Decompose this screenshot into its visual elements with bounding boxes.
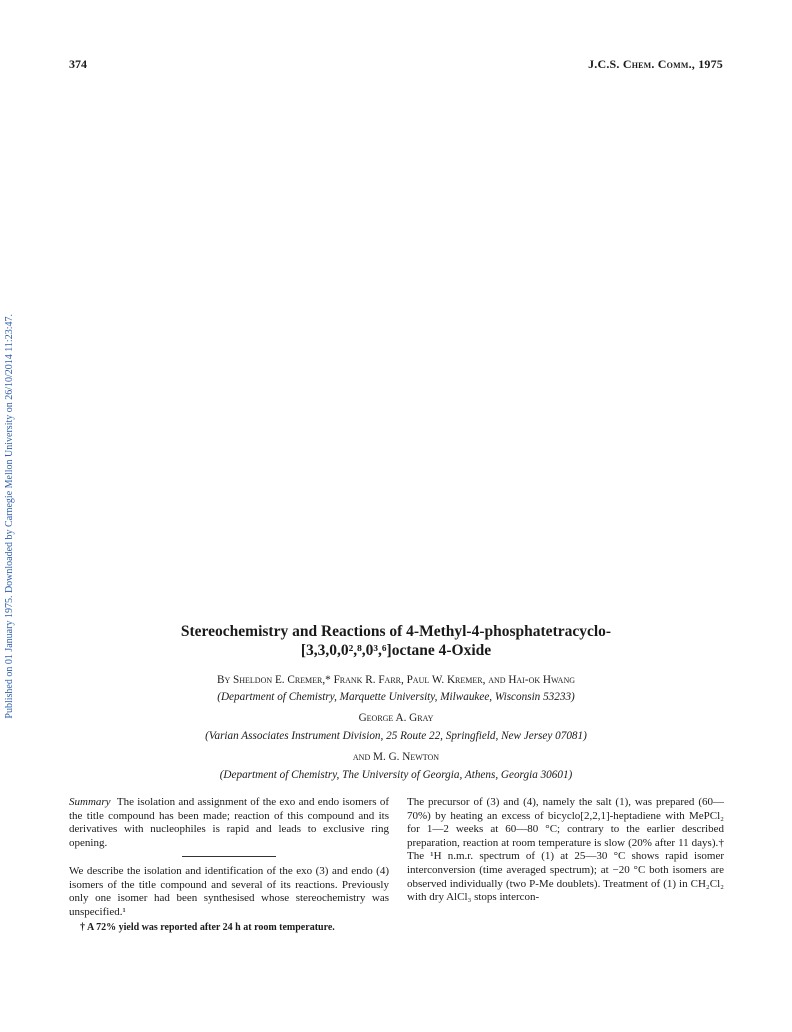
title-line-1: Stereochemistry and Reactions of 4-Methyl-4-phosphatetracyclo- <box>180 623 612 640</box>
footnote: † A 72% yield was reported after 24 h at room temperature. <box>80 922 335 933</box>
section-divider <box>182 856 276 857</box>
body-left-column <box>69 865 389 919</box>
author-list-1: By Sheldon E. Cremer,* Frank R. Farr, Paul W. Kremer, and Hai-ok Hwang <box>217 674 575 686</box>
body-right-text: The precursor of (3) and (4), namely the salt (1), was prepared (60—70%) by heating an excess of bicyclo[2,2,1]-heptadiene with MePCl₂ for 1—2 weeks at 60—80 °C; contrary to the earlier described preparation, reaction at room temperature is slow (20% after 11 days).† The ¹H n.m.r. spectrum of (1) at 25—30 °C shows rapid isomer interconversion (time averaged spectrum); at −20 °C both isomers are observed individually (two P-Me doublets). Treatment of (1) in CH₂Cl₂ with dry AlCl₃ stops intercon- <box>407 796 724 904</box>
author-list-2: George A. Gray <box>358 712 434 724</box>
affiliation-2: (Varian Associates Instrument Division, 25 Route 22, Springfield, New Jersey 07081) <box>205 730 587 742</box>
author-list-3: and M. G. Newton <box>352 751 440 763</box>
download-watermark-text: Published on 01 January 1975. Downloaded by Carnegie Mellon University on 26/10/2014 11:23:47. <box>3 313 15 719</box>
article-title <box>60 622 732 660</box>
summary-text: The isolation and assignment of the exo and endo isomers of the title compound has been made; reaction of this compound and its derivatives with nucleophiles is rapid and leads to exclusive ring opening. <box>69 796 389 849</box>
affiliation-1: (Department of Chemistry, Marquette University, Milwaukee, Wisconsin 53233) <box>217 691 575 703</box>
summary-paragraph <box>69 796 389 850</box>
page-number: 374 <box>69 57 87 71</box>
body-right-column <box>407 796 724 905</box>
summary-label: Summary <box>69 796 111 808</box>
download-watermark <box>0 0 18 1032</box>
affiliation-3: (Department of Chemistry, The University of Georgia, Athens, Georgia 30601) <box>219 769 573 781</box>
title-line-2: [3,3,0,0²,⁸,0³,⁶]octane 4-Oxide <box>300 642 492 659</box>
body-left-text: We describe the isolation and identification of the exo (3) and endo (4) isomers of the title compound and several of its reactions. Previously only one isomer had been synthesised whose stereochemistry was unspecified.¹ <box>69 865 389 918</box>
journal-header: J.C.S. Chem. Comm., 1975 <box>588 57 723 71</box>
